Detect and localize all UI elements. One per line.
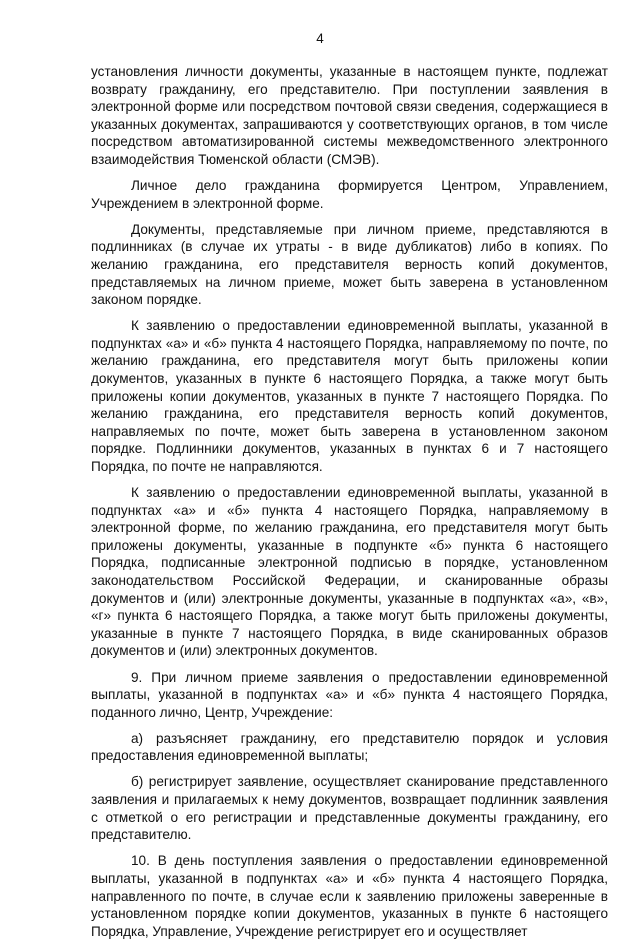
paragraph-item-9: 9. При личном приеме заявления о предоставлении единовременной выплаты, указанной в подпунктах «а» и «б» пункта 4 настоящего Порядка, поданного лично, Центр, Учреждение: [91, 669, 608, 720]
paragraph-electronic-application: К заявлению о предоставлении единовременной выплаты, указанной в подпунктах «а» и «б» пункта 4 настоящего Порядка, направляемому в электронной форме, по желанию гражданина, его представителя могут быть приложены документы, указанные в подпункте «б» пункта 6 настоящего Порядка, подписанные электронной подписью в порядке, установленном законодательством Российской Федерации, и сканированные образы документов и (или) электронные документы, указанные в подпунктах «а», «в», «г» пункта 6 настоящего Порядка, а также могут быть приложены документы, указанные в пункте 7 настоящего Порядка, в виде сканированных образов документов и (или) электронных документов. [91, 485, 608, 659]
paragraph-subitem-b: б) регистрирует заявление, осуществляет сканирование представленного заявления и прилагаемых к нему документов, возвращает подлинник заявления с отметкой о его регистрации и представленные документы гражданину, его представителю. [91, 774, 608, 843]
paragraph-mail-application: К заявлению о предоставлении единовременной выплаты, указанной в подпунктах «а» и «б» пункта 4 настоящего Порядка, направляемому по почте, по желанию гражданина, его представителя могут быть приложены копии документов, указанных в пункте 6 настоящего Порядка, а также могут быть приложены копии документов, указанных в пункте 7 настоящего Порядка. По желанию гражданина, его представителя верность копий документов, направляемых по почте, может быть заверена в установленном законом порядке. Подлинники документов, указанных в пунктах 6 и 7 настоящего Порядка, по почте не направляются. [91, 318, 608, 474]
paragraph-item-10: 10. В день поступления заявления о предоставлении единовременной выплаты, указанной в подпунктах «а» и «б» пункта 4 настоящего Порядка, направленного по почте, в случае если к заявлению приложены заверенные в установленном порядке копии документов, указанных в пункте 6 настоящего Порядка, Управление, Учреждение регистрирует его и осуществляет [91, 853, 608, 939]
paragraph-subitem-a: а) разъясняет гражданину, его представителю порядок и условия предоставления единовременной выплаты; [91, 730, 608, 764]
paragraph-continuation: установления личности документы, указанные в настоящем пункте, подлежат возврату гражданину, его представителю. При поступлении заявления в электронной форме или посредством почтовой связи сведения, содержащиеся в указанных документах, запрашиваются у соответствующих органов, в том числе посредством автоматизированной системы межведомственного электронного взаимодействия Тюменской области (СМЭВ). [91, 64, 608, 167]
paragraph-documents-in-person: Документы, представляемые при личном приеме, представляются в подлинниках (в случае их утраты - в виде дубликатов) либо в копиях. По желанию гражданина, его представителя верность копий документов, представляемых на личном приеме, может быть заверена в установленном законом порядке. [91, 221, 608, 308]
page-number: 4 [316, 31, 324, 46]
document-body [91, 63, 608, 949]
paragraph-personal-file: Личное дело гражданина формируется Центром, Управлением, Учреждением в электронной форме. [91, 178, 608, 211]
